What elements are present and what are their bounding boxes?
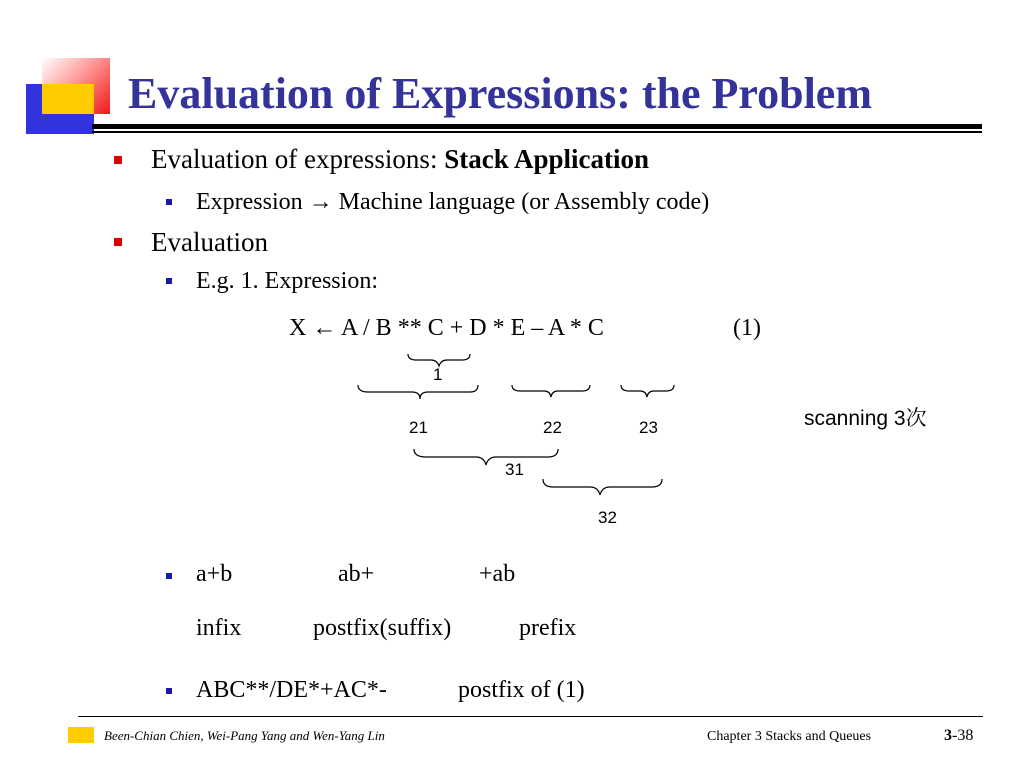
brace-32: [543, 479, 662, 495]
label-postfix: postfix(suffix): [313, 615, 452, 641]
brace-22: [512, 385, 590, 397]
footer-chapter: Chapter 3 Stacks and Queues: [707, 729, 872, 744]
expression-number: (1): [733, 315, 761, 341]
bullet-text-bold: Stack Application: [444, 144, 649, 174]
brace-label-1: 1: [433, 365, 443, 384]
bullet-evaluation: Evaluation: [151, 227, 268, 257]
sub-bullet-example: E.g. 1. Expression:: [196, 268, 378, 294]
postfix-note: postfix of (1): [458, 677, 585, 703]
footer-authors: Been-Chian Chien, Wei-Pang Yang and Wen-Yang Lin: [104, 728, 385, 743]
footer-divider: [78, 716, 983, 717]
brace-label-21: 21: [409, 418, 428, 437]
sub-bullet-expression: Expression → Machine language (or Assembly code): [196, 189, 710, 215]
sub-bullet-marker: [166, 573, 172, 579]
brace-label-31: 31: [505, 460, 524, 479]
example-postfix: ab+: [338, 561, 375, 587]
brace-21: [358, 385, 478, 399]
sub-bullet-marker: [166, 688, 172, 694]
label-prefix: prefix: [519, 615, 577, 641]
bullet-text: Evaluation of expressions:: [151, 144, 445, 174]
footer-page-number: [944, 727, 973, 745]
brace-31: [414, 449, 558, 465]
page-chapter-number: 3: [944, 727, 952, 744]
postfix-expression: ABC**/DE*+AC*-: [196, 677, 387, 703]
brace-label-32: 32: [598, 508, 617, 527]
brace-23: [621, 385, 674, 397]
brace-label-22: 22: [543, 418, 562, 437]
page-slide-number: -38: [952, 727, 974, 744]
footer-decorative-box: [68, 727, 94, 743]
expression-line: X ← A / B ** C + D * E – A * C: [289, 315, 604, 341]
scanning-note: scanning 3次: [804, 407, 927, 430]
brace-label-23: 23: [639, 418, 658, 437]
slide-title: Evaluation of Expressions: the Problem: [128, 69, 872, 118]
label-infix: infix: [196, 615, 242, 641]
example-infix: a+b: [196, 561, 233, 587]
example-prefix: +ab: [479, 561, 516, 587]
